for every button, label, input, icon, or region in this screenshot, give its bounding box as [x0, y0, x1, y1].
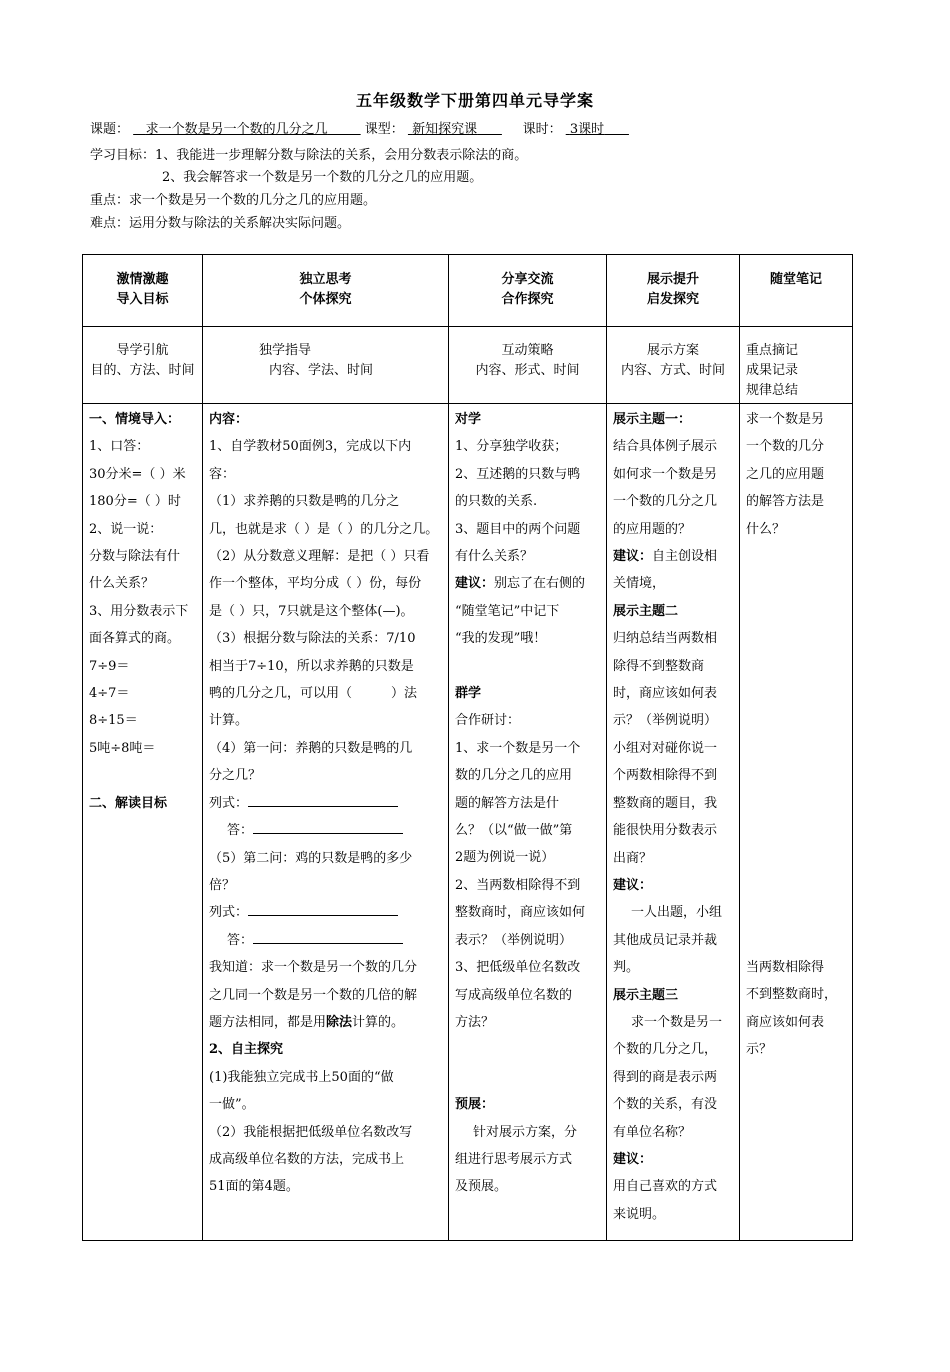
- cell-line: 列式：: [209, 899, 442, 926]
- table-header-row: [83, 255, 853, 327]
- cell-line: 鸭的几分之几，可以用（ ）法: [209, 686, 418, 702]
- cell-line: 一个数的几分之几: [613, 494, 718, 510]
- cell-line: 得到的商是表示两: [613, 1069, 718, 1085]
- content-cell-self-study: [203, 404, 449, 1241]
- objective-line-1: 学习目标：1、我能进一步理解分数与除法的关系，会用分数表示除法的商。: [90, 148, 528, 163]
- cell-line: 51面的第4题。: [209, 1179, 299, 1195]
- cell-line: 其他成员记录并裁: [613, 932, 718, 948]
- cell-line: 数的几分之几的应用: [455, 768, 573, 784]
- cell-line: [746, 927, 846, 954]
- cell-line: 题的解答方法是什: [455, 795, 560, 811]
- table-content-row: [83, 404, 853, 1241]
- cell-line: 相当于7÷10，所以求养鹅的只数是: [209, 658, 414, 674]
- cell-line: “随堂笔记”中记下: [455, 603, 560, 619]
- cell-line: 合作研讨：: [455, 713, 521, 729]
- cell-line: 建议：: [613, 1151, 653, 1167]
- cell-line: “我的发现”哦！: [455, 631, 547, 647]
- cell-line: （1）求养鹅的只数是鸭的几分之: [209, 494, 400, 510]
- cell-line: (1)我能独立完成书上50面的“做: [209, 1069, 394, 1085]
- header-cell: 分享交流 合作探究: [449, 255, 607, 327]
- cell-line: 示？: [746, 1042, 773, 1058]
- cell-line: [746, 625, 846, 652]
- cell-line: 个数的关系，有没: [613, 1097, 718, 1113]
- page-title: 五年级数学下册第四单元导学案: [355, 91, 594, 110]
- cell-line: 建议：自主创设相: [613, 549, 718, 565]
- cell-line: 建议：: [613, 877, 653, 893]
- header-cell: 激情激趣 导入目标: [83, 255, 203, 327]
- cell-line: 1、自学教材50面例3，完成以下内: [209, 439, 412, 455]
- content-cell-notes: [740, 404, 853, 1241]
- cell-line: 不到整数商时，: [746, 987, 838, 1003]
- cell-line: [746, 680, 846, 707]
- cell-line: 倍？: [209, 877, 236, 893]
- cell-line: 什么关系？: [89, 576, 155, 592]
- cell-line: 一个数的几分: [746, 439, 825, 455]
- cell-line: 180分=（ ）时: [89, 494, 181, 510]
- cell-line: [89, 762, 196, 789]
- cell-line: 一做”。: [209, 1097, 255, 1113]
- cell-line: [746, 543, 846, 570]
- cell-line: 除得不到整数商: [613, 658, 705, 674]
- cell-line: 个数的几分之几，: [613, 1042, 718, 1058]
- cell-line: 什么？: [746, 521, 786, 537]
- cell-line: 2、自主探究: [209, 1042, 284, 1058]
- course-info: [90, 118, 629, 137]
- cell-line: [746, 570, 846, 597]
- cell-line: 建议：别忘了在右侧的: [455, 576, 586, 592]
- cell-line: 的应用题的？: [613, 521, 692, 537]
- hours-value: 3课时: [569, 122, 605, 137]
- cell-line: [746, 762, 846, 789]
- difficulty-point: 难点：运用分数与除法的关系解决实际问题。: [90, 216, 351, 231]
- cell-line: （3）根据分数与除法的关系：7/10: [209, 631, 416, 647]
- cell-line: 判。: [613, 960, 640, 976]
- cell-line: 之几同一个数是另一个数的几倍的解: [209, 987, 418, 1003]
- cell-line: （2）从分数意义理解：是把（ ）只看: [209, 549, 430, 565]
- cell-line: [455, 653, 600, 680]
- cell-line: 3、把低级单位名数改: [455, 960, 581, 976]
- cell-line: 作一个整体，平均分成（ ）份，每份: [209, 576, 422, 592]
- cell-line: 2、当两数相除得不到: [455, 877, 581, 893]
- cell-line: 7÷9＝: [89, 658, 130, 674]
- cell-line: 时，商应该如何表: [613, 686, 718, 702]
- subheader-cell: 导学引航 目的、方法、时间: [83, 327, 203, 404]
- cell-line: 有单位名称？: [613, 1124, 692, 1140]
- cell-line: 二、解读目标: [89, 795, 168, 811]
- cell-line: 面各算式的商。: [89, 631, 181, 647]
- cell-line: 及预展。: [455, 1179, 508, 1195]
- cell-line: 能很快用分数表示: [613, 823, 718, 839]
- cell-line: 答：: [209, 927, 442, 954]
- cell-line: [746, 872, 846, 899]
- cell-line: （5）第二问：鸡的只数是鸭的多少: [209, 850, 413, 866]
- cell-line: 对学: [455, 412, 482, 427]
- cell-line: 的只数的关系.: [455, 494, 538, 510]
- cell-line: 结合具体例子展示: [613, 439, 718, 455]
- cell-line: 容：: [209, 466, 236, 482]
- answer-blank[interactable]: [248, 794, 398, 807]
- content-cell-group-study: [449, 404, 607, 1241]
- table-subheader-row: [83, 327, 853, 404]
- cell-line: 来说明。: [613, 1206, 666, 1222]
- answer-blank[interactable]: [253, 931, 403, 944]
- cell-line: 是（ ）只，7只就是这个整体(—)。: [209, 603, 414, 619]
- cell-line: 展示主题三: [613, 987, 679, 1003]
- content-cell-presentation: [607, 404, 740, 1241]
- cell-line: 个两数相除得不到: [613, 768, 718, 784]
- cell-line: 2、说一说：: [89, 521, 163, 537]
- cell-line: 有什么关系？: [455, 549, 534, 565]
- cell-line: 分数与除法有什: [89, 549, 181, 565]
- cell-line: 一人出题，小组: [631, 905, 723, 921]
- cell-line: 1、求一个数是另一个: [455, 740, 581, 756]
- cell-line: 如何求一个数是另: [613, 466, 718, 482]
- cell-line: [746, 844, 846, 871]
- cell-line: 整数商的题目，我: [613, 795, 718, 811]
- cell-line: 展示主题一：: [613, 412, 692, 427]
- cell-line: 4÷7＝: [89, 686, 130, 702]
- cell-line: 分之几？: [209, 768, 262, 784]
- subheader-cell: 重点摘记 成果记录 规律总结: [740, 327, 853, 404]
- cell-line: 出商？: [613, 850, 653, 866]
- cell-line: 写成高级单位名数的: [455, 987, 573, 1003]
- cell-line: 30分米=（ ）米: [89, 466, 186, 482]
- cell-line: 成高级单位名数的方法，完成书上: [209, 1151, 405, 1167]
- cell-line: 么？（以“做一做”第: [455, 823, 573, 839]
- cell-line: 表示？（举例说明）: [455, 932, 573, 948]
- hours-label: 课时：: [522, 122, 562, 137]
- cell-line: [746, 899, 846, 926]
- cell-line: 小组对对碰你说一: [613, 740, 718, 756]
- cell-line: 我知道：求一个数是另一个数的几分: [209, 960, 418, 976]
- cell-line: 计算。: [209, 713, 249, 729]
- cell-line: 3、用分数表示下: [89, 603, 189, 619]
- objective-line-2: 2、我会解答求一个数是另一个数的几分之几的应用题。: [162, 170, 483, 185]
- cell-line: 一、情境导入：: [89, 412, 181, 427]
- cell-line: 求一个数是另一: [631, 1014, 723, 1030]
- cell-line: 商应该如何表: [746, 1014, 825, 1030]
- cell-line: 归纳总结当两数相: [613, 631, 718, 647]
- cell-line: 组进行思考展示方式: [455, 1151, 573, 1167]
- cell-line: 针对展示方案，分: [473, 1124, 578, 1140]
- cell-line: [455, 1064, 600, 1091]
- header-cell: 随堂笔记: [740, 255, 853, 327]
- cell-line: 展示主题二: [613, 603, 679, 619]
- topic-value: 求一个数是另一个数的几分之几: [145, 122, 328, 137]
- cell-line: [455, 1036, 600, 1063]
- subheader-cell: 互动策略 内容、形式、时间: [449, 327, 607, 404]
- cell-line: 答：: [209, 817, 442, 844]
- type-value: 新知探究课: [412, 122, 478, 137]
- subheader-cell: 展示方案 内容、方式、时间: [607, 327, 740, 404]
- cell-line: 内容：: [209, 412, 249, 427]
- cell-line: 当两数相除得: [746, 959, 825, 975]
- cell-line: （2）我能根据把低级单位名数改写: [209, 1124, 413, 1140]
- cell-line: [746, 598, 846, 625]
- header-cell: 独立思考 个体探究: [203, 255, 449, 327]
- cell-line: 群学: [455, 686, 482, 702]
- lesson-plan-table: [82, 254, 853, 1241]
- answer-blank[interactable]: [253, 821, 403, 834]
- cell-line: 方法？: [455, 1014, 495, 1030]
- cell-line: [746, 707, 846, 734]
- cell-line: 示？（举例说明）: [613, 713, 718, 729]
- key-point: 重点：求一个数是另一个数的几分之几的应用题。: [90, 193, 377, 208]
- cell-line: [746, 817, 846, 844]
- cell-line: 2题为例说一说）: [455, 850, 555, 866]
- content-cell-intro: [83, 404, 203, 1241]
- cell-line: 3、题目中的两个问题: [455, 521, 581, 537]
- cell-line: 几，也就是求（ ）是（ ）的几分之几。: [209, 521, 439, 537]
- cell-line: 的解答方法是: [746, 494, 825, 510]
- cell-line: 2、互述鹅的只数与鸭: [455, 466, 581, 482]
- cell-line: [746, 653, 846, 680]
- cell-line: 8÷15＝: [89, 713, 138, 729]
- header-cell: 展示提升 启发探究: [607, 255, 740, 327]
- cell-line: 整数商时，商应该如何: [455, 905, 586, 921]
- cell-line: 列式：: [209, 790, 442, 817]
- cell-line: 5吨÷8吨＝: [89, 740, 156, 756]
- cell-line: 用自己喜欢的方式: [613, 1179, 718, 1195]
- cell-line: 之几的应用题: [746, 466, 825, 482]
- type-label: 课型：: [364, 122, 404, 137]
- cell-line: 求一个数是另: [746, 412, 825, 427]
- cell-line: [746, 735, 846, 762]
- cell-line: [746, 790, 846, 817]
- topic-label: 课题：: [90, 122, 130, 137]
- cell-line: 预展：: [455, 1097, 495, 1113]
- cell-line: （4）第一问：养鹅的只数是鸭的几: [209, 740, 413, 756]
- subheader-cell: 独学指导 内容、学法、时间: [203, 327, 449, 404]
- answer-blank[interactable]: [248, 903, 398, 916]
- cell-line: 1、口答：: [89, 439, 150, 455]
- cell-line: 关情境，: [613, 576, 666, 592]
- cell-line: 题方法相同，都是用除法计算的。: [209, 1014, 405, 1030]
- cell-line: 1、分享独学收获；: [455, 439, 568, 455]
